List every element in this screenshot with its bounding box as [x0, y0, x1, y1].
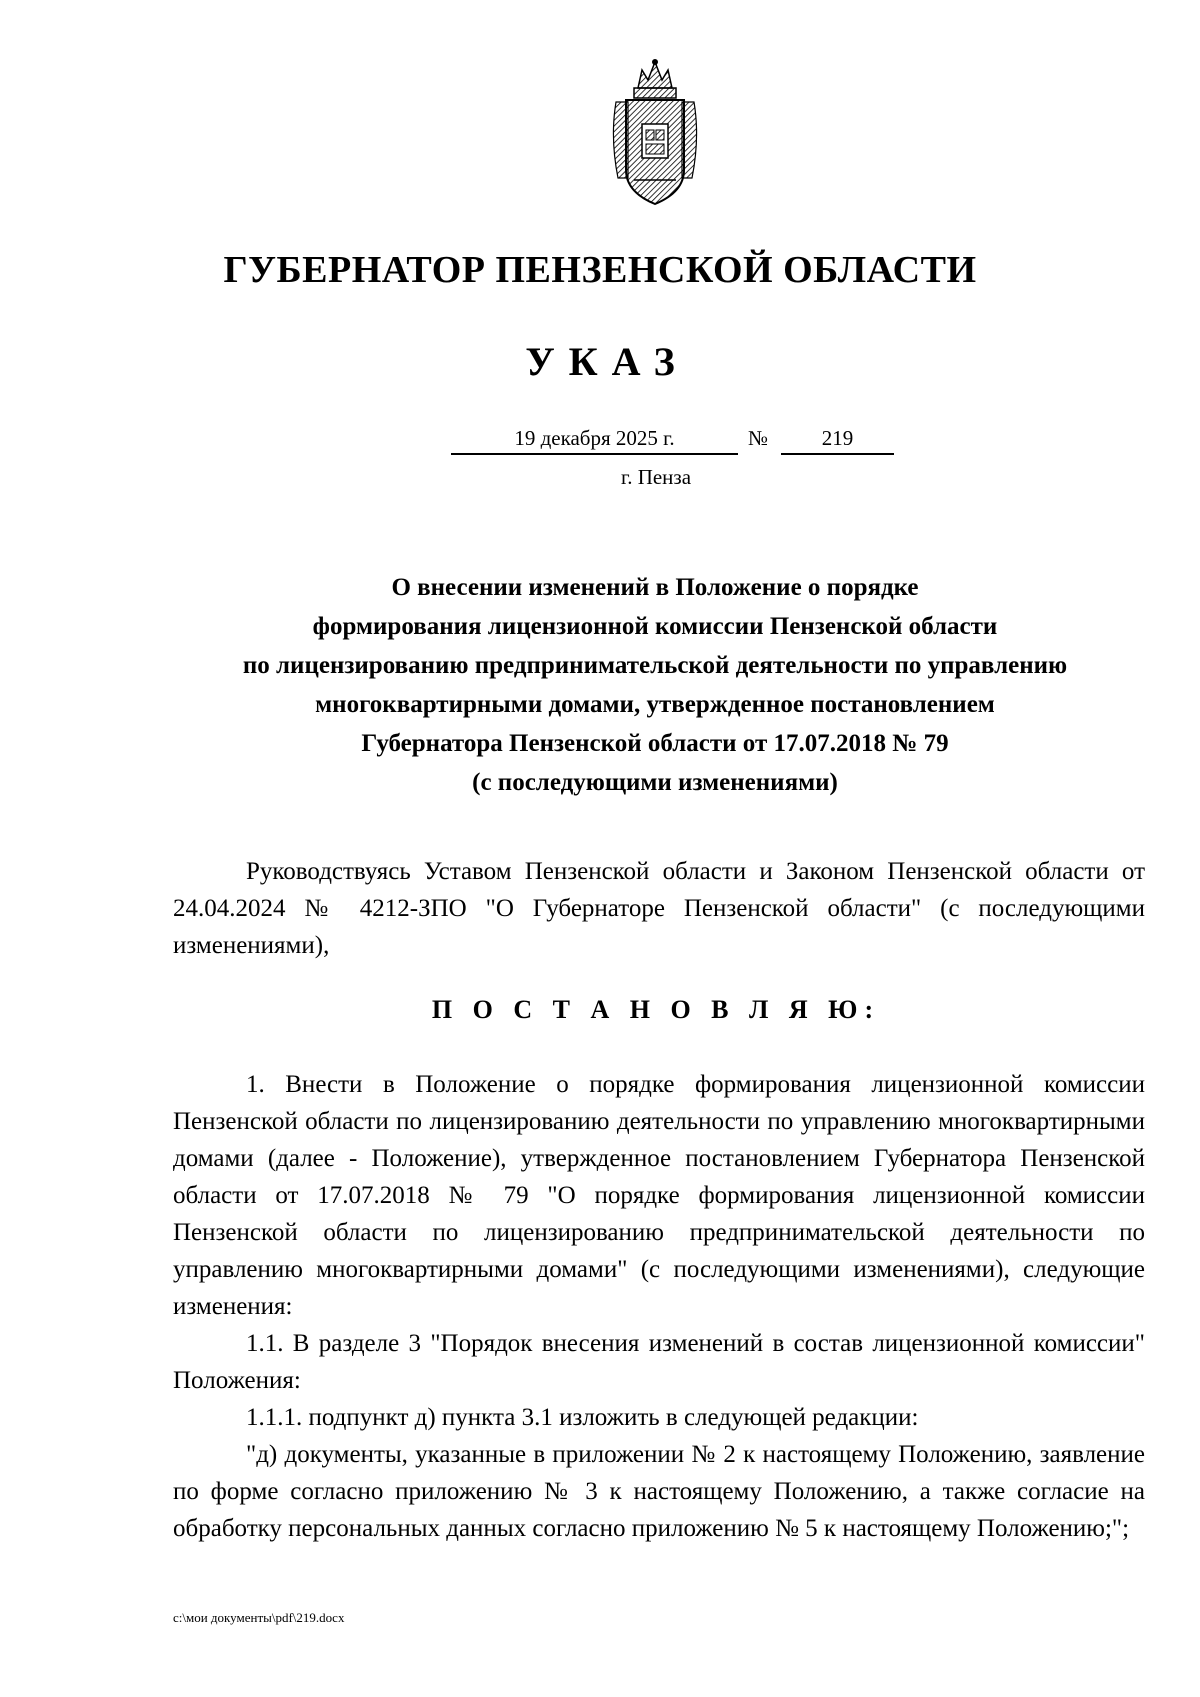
decree-body — [173, 1066, 1145, 1547]
document-type: УКАЗ — [525, 339, 689, 384]
issuing-authority: ГУБЕРНАТОР ПЕНЗЕНСКОЙ ОБЛАСТИ — [223, 249, 977, 291]
title-line: О внесении изменений в Положение о порядке — [391, 574, 919, 601]
document-date: 19 декабря 2025 г. — [451, 423, 738, 455]
title-line: (с последующими изменениями) — [472, 769, 838, 796]
paragraph: "д) документы, указанные в приложении № 2 к настоящему Положению, заявление по форме согласно приложению № 3 к настоящему Положению, а также согласие на обработку персональных данных согласно приложению № 5 к настоящему Положению;"; — [173, 1441, 1145, 1542]
paragraph: 1.1.1. подпункт д) пункта 3.1 изложить в следующей редакции: — [246, 1404, 919, 1431]
document-title — [150, 568, 1160, 802]
number-sign: № — [748, 426, 769, 450]
title-line: многоквартирными домами, утвержденное постановлением — [315, 691, 995, 718]
paragraph: 1.1. В разделе 3 "Порядок внесения изменений в состав лицензионной комиссии" Положения: — [173, 1330, 1145, 1394]
title-line: по лицензированию предпринимательской деятельности по управлению — [242, 652, 1068, 679]
paragraph: 1. Внести в Положение о порядке формирования лицензионной комиссии Пензенской области по лицензированию деятельности по управлению многоквартирными домами (далее - Положение), утвержденное постановлением Губернатора Пензенской области от 17.07.2018 № 79 "О порядке формирования лицензионной комиссии Пензенской области по лицензированию предпринимательской деятельности по управлению многоквартирными домами" (с последующими изменениями), следующие изменения: — [173, 1071, 1145, 1320]
decree-heading: П О С Т А Н О В Л Я Ю: — [431, 995, 881, 1024]
title-line: формирования лицензионной комиссии Пензенской области — [312, 613, 998, 640]
city: г. Пенза — [620, 465, 692, 489]
preamble-paragraph: Руководствуясь Уставом Пензенской области и Законом Пензенской области от 24.04.2024 № 4212-ЗПО "О Губернаторе Пензенской области" (с последующими изменениями), — [173, 858, 1145, 959]
document-number: 219 — [781, 423, 894, 455]
footer-file-path: c:\мои документы\pdf\219.docx — [173, 1610, 345, 1625]
coat-of-arms-emblem — [608, 58, 702, 208]
preamble — [173, 853, 1145, 964]
title-line: Губернатора Пензенской области от 17.07.2018 № 79 — [361, 730, 949, 757]
